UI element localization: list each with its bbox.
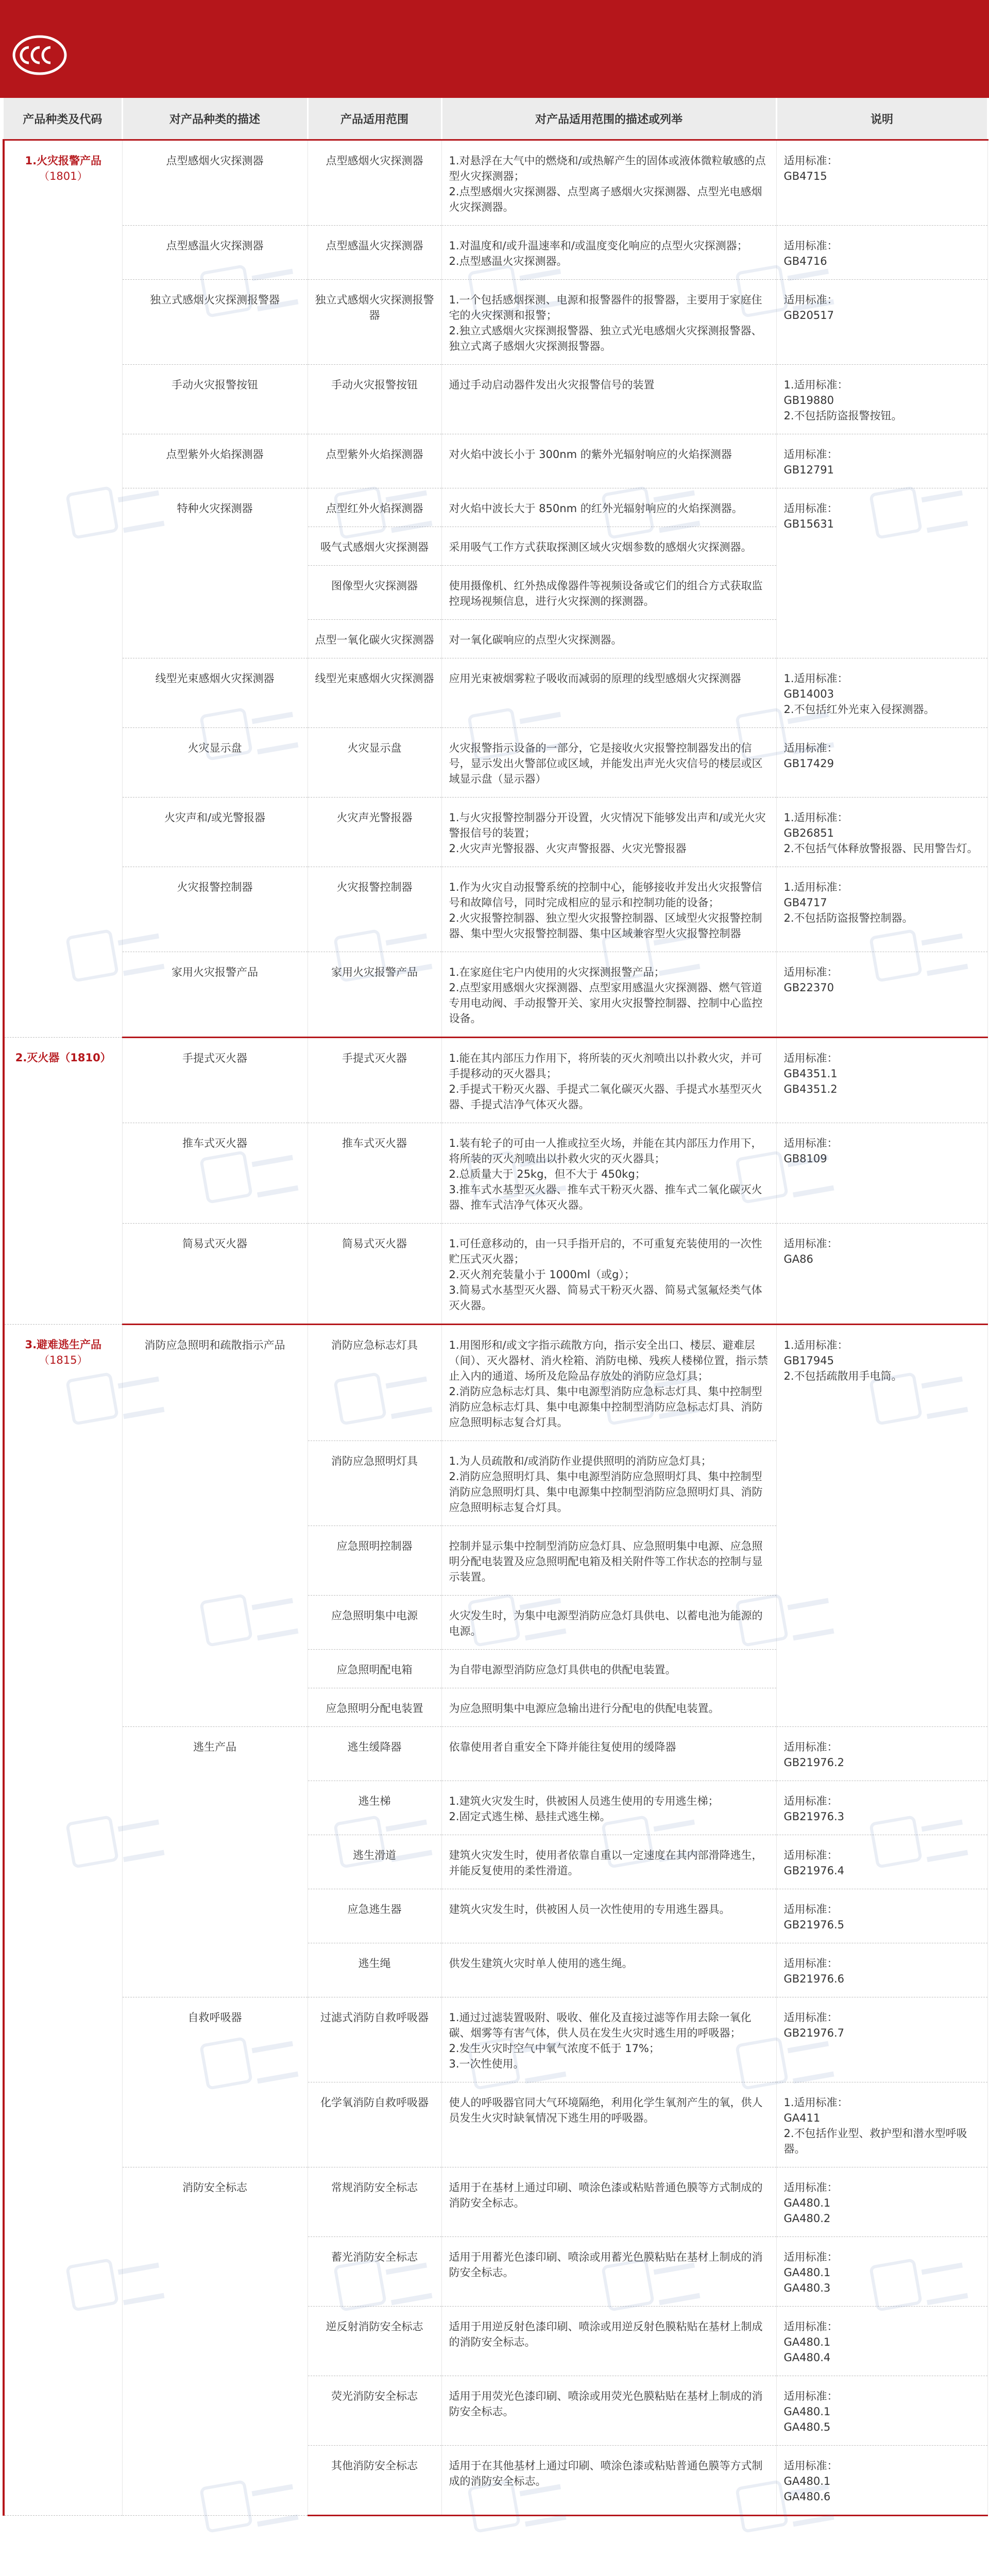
remarks: 适用标准： GA86: [776, 1224, 987, 1325]
product-type-description: 手动火灾报警按钮: [122, 365, 308, 434]
column-header: 产品适用范围: [308, 98, 441, 140]
remarks: 适用标准： GB21976.5: [776, 1889, 987, 1943]
remarks: 1.适用标准： GA411 2.不包括作业型、救护型和潜水型呼吸器。: [776, 2082, 987, 2167]
product-type-description: 家用火灾报警产品: [122, 952, 308, 1038]
scope-description: 1.可任意移动的，由一只手指开启的，不可重复充装使用的一次性贮压式灭火器； 2.灭火剂充装量小于 1000ml（或g）； 3.简易式水基型灭火器、简易式干粉灭火器、简易式氢氟烃类气体灭火器。: [441, 1224, 776, 1325]
table-row: [4, 1325, 987, 1441]
table-row: [4, 1123, 987, 1224]
scope-description: 供发生建筑火灾时单人使用的逃生绳。: [441, 1943, 776, 1997]
table-row: [4, 280, 987, 365]
scope-description: 通过手动启动器件发出火灾报警信号的装置: [441, 365, 776, 434]
scope-description: 对火焰中波长小于 300nm 的紫外光辐射响应的火焰探测器: [441, 434, 776, 488]
scope-description: 1.在家庭住宅户内使用的火灾探测报警产品； 2.点型家用感烟火灾探测器、点型家用感温火灾探测器、燃气管道专用电动阀、手动报警开关、家用火灾报警控制器、控制中心监控设备。: [441, 952, 776, 1038]
product-catalog-table: [3, 98, 988, 2516]
scope-description: 为自带电源型消防应急灯具供电的供配电装置。: [441, 1650, 776, 1688]
table-body: [4, 140, 987, 2516]
product-scope: 点型一氧化碳火灾探测器: [308, 620, 441, 658]
table-row: [4, 2167, 987, 2237]
remarks: 适用标准： GB22370: [776, 952, 987, 1038]
product-type-description: 简易式灭火器: [122, 1224, 308, 1325]
product-scope: 简易式灭火器: [308, 1224, 441, 1325]
remarks: 适用标准： GB4715: [776, 140, 987, 226]
remarks: 适用标准： GB8109: [776, 1123, 987, 1224]
column-header: 说明: [776, 98, 987, 140]
product-scope: 应急照明集中电源: [308, 1596, 441, 1650]
product-type-description: 点型紫外火焰探测器: [122, 434, 308, 488]
product-scope: 点型红外火焰探测器: [308, 488, 441, 527]
table-row: [4, 1997, 987, 2082]
table-row: [4, 658, 987, 728]
scope-description: 建筑火灾发生时，使用者依靠自重以一定速度在其内部滑降逃生，并能反复使用的柔性滑道。: [441, 1835, 776, 1889]
scope-description: 使用摄像机、红外热成像器件等视频设备或它们的组合方式获取监控现场视频信息，进行火灾探测的探测器。: [441, 566, 776, 620]
product-type-description: 火灾声和/或光警报器: [122, 798, 308, 867]
category-code: （1815）: [39, 1354, 88, 1366]
remarks: 1.适用标准： GB17945 2.不包括疏散用手电筒。: [776, 1325, 987, 1727]
column-header: 产品种类及代码: [4, 98, 122, 140]
product-scope: 家用火灾报警产品: [308, 952, 441, 1038]
product-scope: 点型感烟火灾探测器: [308, 140, 441, 226]
table-row: [4, 798, 987, 867]
table-row: [4, 952, 987, 1038]
scope-description: 适用于用逆反射色漆印刷、喷涂或用逆反射色膜粘贴在基材上制成的消防安全标志。: [441, 2307, 776, 2376]
table-row: [4, 434, 987, 488]
product-scope: 消防应急照明灯具: [308, 1441, 441, 1526]
product-category: [4, 140, 122, 1038]
remarks: 适用标准： GB17429: [776, 728, 987, 798]
product-scope: 推车式灭火器: [308, 1123, 441, 1224]
product-scope: 火灾声光警报器: [308, 798, 441, 867]
column-header: 对产品适用范围的描述或列举: [441, 98, 776, 140]
remarks: 适用标准： GA480.1 GA480.5: [776, 2376, 987, 2446]
scope-description: 采用吸气工作方式获取探测区域火灾烟参数的感烟火灾探测器。: [441, 527, 776, 566]
table-row: [4, 1727, 987, 1781]
product-scope: 应急照明配电箱: [308, 1650, 441, 1688]
product-type-description: 自救呼吸器: [122, 1997, 308, 2167]
category-name: 2.灭火器（1810）: [15, 1052, 111, 1064]
scope-description: 1.建筑火灾发生时，供被困人员逃生使用的专用逃生梯； 2.固定式逃生梯、悬挂式逃生梯。: [441, 1781, 776, 1835]
remarks: 适用标准： GA480.1 GA480.4: [776, 2307, 987, 2376]
scope-description: 适用于在其他基材上通过印刷、喷涂色漆或粘贴普通色膜等方式制成的消防安全标志。: [441, 2446, 776, 2516]
scope-description: 应用光束被烟雾粒子吸收而减弱的原理的线型感烟火灾探测器: [441, 658, 776, 728]
remarks: 适用标准： GB21976.3: [776, 1781, 987, 1835]
product-scope: 手动火灾报警按钮: [308, 365, 441, 434]
table-row: [4, 1038, 987, 1123]
product-scope: 独立式感烟火灾探测报警器: [308, 280, 441, 365]
remarks: 1.适用标准： GB4717 2.不包括防盗报警控制器。: [776, 867, 987, 952]
product-scope: 应急照明控制器: [308, 1526, 441, 1596]
scope-description: 火灾报警指示设备的一部分，它是接收火灾报警控制器发出的信号，显示发出火警部位或区域，并能发出声光火灾信号的楼层或区域显示盘（显示器）: [441, 728, 776, 798]
product-type-description: 手提式灭火器: [122, 1038, 308, 1123]
scope-description: 火灾发生时，为集中电源型消防应急灯具供电、以蓄电池为能源的电源。: [441, 1596, 776, 1650]
product-scope: 逃生绳: [308, 1943, 441, 1997]
product-scope: 应急照明分配电装置: [308, 1688, 441, 1727]
category-name: 3.避难逃生产品: [25, 1338, 102, 1351]
product-scope: 蓄光消防安全标志: [308, 2237, 441, 2307]
product-scope: 火灾报警控制器: [308, 867, 441, 952]
product-scope: 荧光消防安全标志: [308, 2376, 441, 2446]
table-row: [4, 1224, 987, 1325]
scope-description: 控制并显示集中控制型消防应急灯具、应急照明集中电源、应急照明分配电装置及应急照明配电箱及相关附件等工作状态的控制与显示装置。: [441, 1526, 776, 1596]
product-scope: 化学氧消防自救呼吸器: [308, 2082, 441, 2167]
remarks: 1.适用标准： GB19880 2.不包括防盗报警按钮。: [776, 365, 987, 434]
product-scope: 逃生滑道: [308, 1835, 441, 1889]
category-name: 1.火灾报警产品: [25, 155, 102, 167]
product-type-description: 点型感温火灾探测器: [122, 226, 308, 280]
remarks: 1.适用标准： GB14003 2.不包括红外光束入侵探测器。: [776, 658, 987, 728]
remarks: 适用标准： GB21976.2: [776, 1727, 987, 1781]
table-row: [4, 488, 987, 527]
product-scope: 手提式灭火器: [308, 1038, 441, 1123]
table-row: [4, 140, 987, 226]
scope-description: 1.作为火灾自动报警系统的控制中心，能够接收并发出火灾报警信号和故障信号，同时完成相应的显示和控制功能的设备； 2.火灾报警控制器、独立型火灾报警控制器、区域型火灾报警控制器、集中型火灾报警控制器、集中区域兼容型火灾报警控制器: [441, 867, 776, 952]
table-row: [4, 226, 987, 280]
product-type-description: 独立式感烟火灾探测报警器: [122, 280, 308, 365]
product-scope: 逃生梯: [308, 1781, 441, 1835]
header-banner: [0, 0, 989, 98]
product-type-description: 点型感烟火灾探测器: [122, 140, 308, 226]
table-row: [4, 728, 987, 798]
product-type-description: 推车式灭火器: [122, 1123, 308, 1224]
scope-description: 适用于用荧光色漆印刷、喷涂或用荧光色膜粘贴在基材上制成的消防安全标志。: [441, 2376, 776, 2446]
scope-description: 对火焰中波长大于 850nm 的红外光辐射响应的火焰探测器。: [441, 488, 776, 527]
remarks: 适用标准： GB4351.1 GB4351.2: [776, 1038, 987, 1123]
scope-description: 1.能在其内部压力作用下，将所装的灭火剂喷出以扑救火灾，并可手提移动的灭火器具； 2.手提式干粉灭火器、手提式二氧化碳灭火器、手提式水基型灭火器、手提式洁净气体灭火器。: [441, 1038, 776, 1123]
product-scope: 点型感温火灾探测器: [308, 226, 441, 280]
scope-description: 1.通过过滤装置吸附、吸收、催化及直接过滤等作用去除一氧化碳、烟雾等有害气体，供人员在发生火灾时逃生用的呼吸器； 2.发生火灾时空气中氧气浓度不低于 17%； 3.一次性使用。: [441, 1997, 776, 2082]
scope-description: 建筑火灾发生时，供被困人员一次性使用的专用逃生器具。: [441, 1889, 776, 1943]
remarks: 适用标准： GA480.1 GA480.3: [776, 2237, 987, 2307]
table-row: [4, 365, 987, 434]
remarks: 适用标准： GA480.1 GA480.2: [776, 2167, 987, 2237]
scope-description: 依靠使用者自重安全下降并能往复使用的缓降器: [441, 1727, 776, 1781]
product-category: [4, 1038, 122, 1325]
product-scope: 吸气式感烟火灾探测器: [308, 527, 441, 566]
remarks: 适用标准： GB4716: [776, 226, 987, 280]
product-scope: 图像型火灾探测器: [308, 566, 441, 620]
scope-description: 为应急照明集中电源应急输出进行分配电的供配电装置。: [441, 1688, 776, 1727]
category-code: （1801）: [39, 170, 88, 182]
product-type-description: 火灾报警控制器: [122, 867, 308, 952]
scope-description: 对一氧化碳响应的点型火灾探测器。: [441, 620, 776, 658]
product-scope: 火灾显示盘: [308, 728, 441, 798]
ccc-certification-icon: [11, 27, 68, 83]
product-type-description: 线型光束感烟火灾探测器: [122, 658, 308, 728]
scope-description: 1.对温度和/或升温速率和/或温度变化响应的点型火灾探测器； 2.点型感温火灾探测器。: [441, 226, 776, 280]
remarks: 适用标准： GA480.1 GA480.6: [776, 2446, 987, 2516]
catalog-page: [0, 98, 989, 2516]
product-type-description: 逃生产品: [122, 1727, 308, 1997]
product-scope: 应急逃生器: [308, 1889, 441, 1943]
remarks: 适用标准： GB12791: [776, 434, 987, 488]
remarks: 适用标准： GB20517: [776, 280, 987, 365]
scope-description: 1.装有轮子的可由一人推或拉至火场，并能在其内部压力作用下，将所装的灭火剂喷出以扑救火灾的灭火器具； 2.总质量大于 25kg，但不大于 450kg； 3.推车式水基型灭火器、推车式干粉灭火器、推车式二氧化碳灭火器、推车式洁净气体灭火器。: [441, 1123, 776, 1224]
product-type-description: 火灾显示盘: [122, 728, 308, 798]
scope-description: 1.与火灾报警控制器分开设置，火灾情况下能够发出声和/或光火灾警报信号的装置； 2.火灾声光警报器、火灾声警报器、火灾光警报器: [441, 798, 776, 867]
remarks: 适用标准： GB15631: [776, 488, 987, 658]
table-row: [4, 867, 987, 952]
scope-description: 使人的呼吸器官同大气环境隔绝，利用化学生氧剂产生的氧，供人员发生火灾时缺氧情况下逃生用的呼吸器。: [441, 2082, 776, 2167]
product-type-description: 消防安全标志: [122, 2167, 308, 2516]
remarks: 适用标准： GB21976.4: [776, 1835, 987, 1889]
remarks: 1.适用标准： GB26851 2.不包括气体释放警报器、民用警告灯。: [776, 798, 987, 867]
product-scope: 常规消防安全标志: [308, 2167, 441, 2237]
product-category: [4, 1325, 122, 2516]
scope-description: 1.对悬浮在大气中的燃烧和/或热解产生的固体或液体微粒敏感的点型火灾探测器； 2.点型感烟火灾探测器、点型离子感烟火灾探测器、点型光电感烟火灾探测器。: [441, 140, 776, 226]
product-scope: 线型光束感烟火灾探测器: [308, 658, 441, 728]
product-scope: 点型紫外火焰探测器: [308, 434, 441, 488]
table-header-row: [4, 98, 987, 140]
scope-description: 1.用图形和/或文字指示疏散方向，指示安全出口、楼层、避难层（间）、灭火器材、消火栓箱、消防电梯、残疾人楼梯位置，指示禁止入内的通道、场所及危险品存放处的消防应急灯具； 2.消防应急标志灯具、集中电源型消防应急标志灯具、集中控制型消防应急标志灯具、集中电源集中控制型消防应急标志灯具、消防应急照明标志复合灯具。: [441, 1325, 776, 1441]
product-type-description: 消防应急照明和疏散指示产品: [122, 1325, 308, 1727]
product-scope: 过滤式消防自救呼吸器: [308, 1997, 441, 2082]
remarks: 适用标准： GB21976.6: [776, 1943, 987, 1997]
scope-description: 适用于在基材上通过印刷、喷涂色漆或粘贴普通色膜等方式制成的消防安全标志。: [441, 2167, 776, 2237]
product-scope: 逃生缓降器: [308, 1727, 441, 1781]
scope-description: 适用于用蓄光色漆印刷、喷涂或用蓄光色膜粘贴在基材上制成的消防安全标志。: [441, 2237, 776, 2307]
product-type-description: 特种火灾探测器: [122, 488, 308, 658]
remarks: 适用标准： GB21976.7: [776, 1997, 987, 2082]
scope-description: 1.为人员疏散和/或消防作业提供照明的消防应急灯具； 2.消防应急照明灯具、集中电源型消防应急照明灯具、集中控制型消防应急照明灯具、集中电源集中控制型消防应急照明灯具、消防应急照明标志复合灯具。: [441, 1441, 776, 1526]
product-scope: 消防应急标志灯具: [308, 1325, 441, 1441]
product-scope: 其他消防安全标志: [308, 2446, 441, 2516]
scope-description: 1.一个包括感烟探测、电源和报警器件的报警器，主要用于家庭住宅的火灾探测和报警； 2.独立式感烟火灾探测报警器、独立式光电感烟火灾探测报警器、独立式离子感烟火灾探测报警器。: [441, 280, 776, 365]
column-header: 对产品种类的描述: [122, 98, 308, 140]
product-scope: 逆反射消防安全标志: [308, 2307, 441, 2376]
